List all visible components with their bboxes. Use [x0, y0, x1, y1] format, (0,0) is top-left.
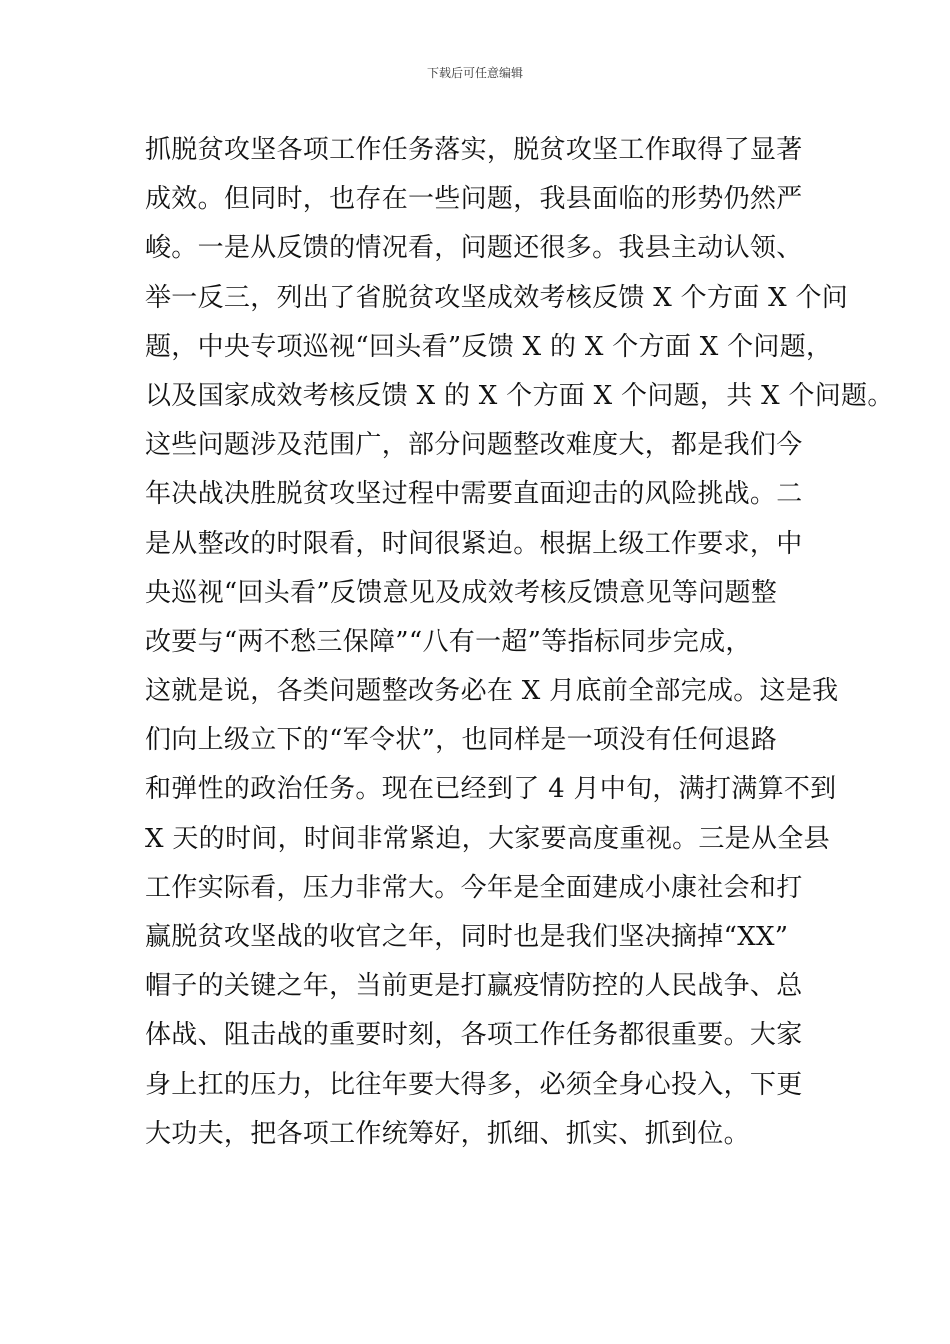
paragraph-line: 们向上级立下的“军令状”，也同样是一项没有任何退路 — [145, 725, 778, 756]
body-paragraph — [145, 126, 894, 1159]
paragraph-line: X 天的时间，时间非常紧迫，大家要高度重视。三是从全县 — [145, 823, 830, 854]
paragraph-line: 年决战决胜脱贫攻坚过程中需要直面迎击的风险挑战。二 — [145, 479, 803, 510]
paragraph-line: 是从整改的时限看，时间很紧迫。根据上级工作要求，中 — [145, 528, 803, 559]
paragraph-line: 体战、阻击战的重要时刻，各项工作任务都很重要。大家 — [145, 1020, 803, 1051]
paragraph-line: 身上扛的压力，比往年要大得多，必须全身心投入，下更 — [145, 1069, 803, 1100]
paragraph-line: 以及国家成效考核反馈 X 的 X 个方面 X 个问题，共 X 个问题。 — [145, 380, 894, 411]
paragraph-line: 题，中央专项巡视“回头看”反馈 X 的 X 个方面 X 个问题， — [145, 331, 833, 362]
paragraph-line: 成效。但同时，也存在一些问题，我县面临的形势仍然严 — [145, 184, 803, 215]
page-header-note: 下载后可任意编辑 — [426, 66, 523, 80]
paragraph-line: 这些问题涉及范围广，部分问题整改难度大，都是我们今 — [145, 430, 803, 461]
paragraph-line: 峻。一是从反馈的情况看，问题还很多。我县主动认领、 — [145, 233, 803, 264]
paragraph-line: 工作实际看，压力非常大。今年是全面建成小康社会和打 — [145, 872, 803, 903]
paragraph-line: 大功夫，把各项工作统筹好，抓细、抓实、抓到位。 — [145, 1118, 750, 1149]
paragraph-line: 赢脱贫攻坚战的收官之年，同时也是我们坚决摘掉“XX” — [145, 922, 789, 952]
paragraph-line: 帽子的关键之年，当前更是打赢疫情防控的人民战争、总 — [145, 971, 803, 1002]
paragraph-line: 这就是说，各类问题整改务必在 X 月底前全部完成。这是我 — [145, 676, 839, 707]
paragraph-line: 抓脱贫攻坚各项工作任务落实，脱贫攻坚工作取得了显著 — [145, 135, 803, 165]
paragraph-line: 改要与“两不愁三保障”“八有一超”等指标同步完成， — [145, 626, 752, 657]
paragraph-line: 央巡视“回头看”反馈意见及成效考核反馈意见等问题整 — [145, 577, 778, 608]
paragraph-line: 举一反三，列出了省脱贫攻坚成效考核反馈 X 个方面 X 个问 — [145, 282, 849, 313]
paragraph-line: 和弹性的政治任务。现在已经到了 4 月中旬，满打满算不到 — [145, 774, 837, 805]
